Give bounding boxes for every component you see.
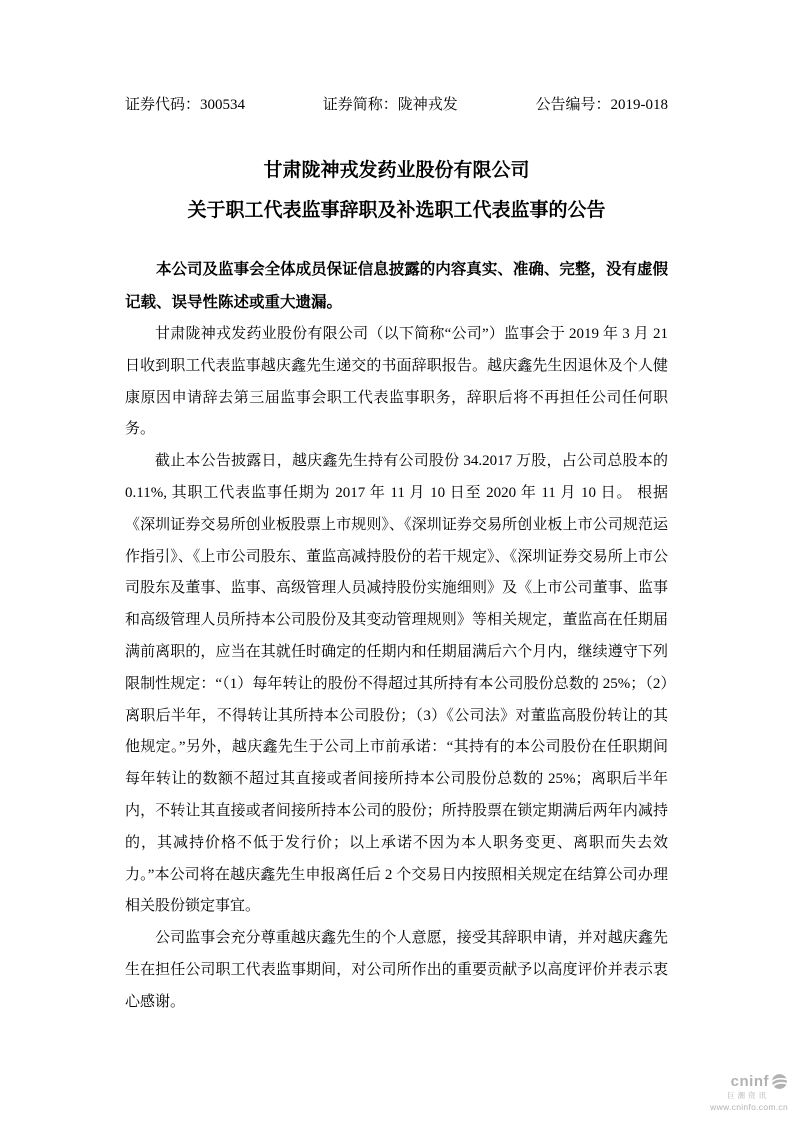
paragraph-board-appreciation: 公司监事会充分尊重越庆鑫先生的个人意愿，接受其辞职申请，并对越庆鑫先生在担任公司职工代表监事期间，对公司所作出的重要贡献予以高度评价并表示衷心感谢。 <box>125 930 668 1010</box>
cninfo-brand-text: cninf <box>730 1072 769 1090</box>
cninfo-website-url: www.cninfo.com.cn <box>710 1101 788 1112</box>
paragraph-resignation-notice: 甘肃陇神戎发药业股份有限公司（以下简称“公司”）监事会于 2019 年 3 月 21 日收到职工代表监事越庆鑫先生递交的书面辞职报告。越庆鑫先生因退休及个人健康原因申请辞去第三届监事会职工代表监事职务，辞职后将不再担任公司任何职务。 <box>125 326 668 438</box>
announcement-number: 公告编号：2019-018 <box>535 97 668 113</box>
cninfo-brand-row <box>710 1073 788 1090</box>
document-content <box>125 95 668 1019</box>
disclaimer-statement: 本公司及监事会全体成员保证信息披露的内容真实、准确、完整，没有虚假记载、误导性陈述或重大遗漏。 <box>125 261 668 311</box>
stock-short-name: 证券简称：陇神戎发 <box>322 97 458 113</box>
company-name-title: 甘肃陇神戎发药业股份有限公司 <box>263 160 530 181</box>
stock-code: 证券代码：300534 <box>125 97 246 113</box>
cninfo-swirl-icon <box>771 1073 788 1090</box>
announcement-subject-title: 关于职工代表监事辞职及补选职工代表监事的公告 <box>187 200 606 221</box>
document-title <box>125 151 668 231</box>
cninfo-chinese-name: 巨潮资讯 <box>727 1091 769 1101</box>
paragraph-shareholding-and-rules: 截止本公告披露日，越庆鑫先生持有公司股份 34.2017 万股，占公司总股本的 0.11%, 其职工代表监事任期为 2017 年 11 月 10 日至 2020 年 11 月 10 日。 根据《深圳证券交易所创业板股票上市规则》、《深圳证券交易所创业板上市公司规范运作指引》、《上市公司股东、董监高减持股份的若干规定》、《深圳证券交易所上市公司股东及董事、监事、高级管理人员减持股份实施细则》及《上市公司董事、监事和高级管理人员所持本公司股份及其变动管理规则》等相关规定，董监高在任期届满前离职的，应当在其就任时确定的任期内和任期届满后六个月内，继续遵守下列限制性规定：“（1）每年转让的股份不得超过其所持有本公司股份总数的 25%；（2）离职后半年，不得转让其所持本公司股份；（3）《公司法》对董监高股份转让的其他规定。”另外，越庆鑫先生于公司上市前承诺：“其持有的本公司股份在任职期间每年转让的数额不超过其直接或者间接所持本公司股份总数的 25%；离职后半年内，不转让其直接或者间接所持本公司的股份；所持股票在锁定期满后两年内减持的，其减持价格不低于发行价；以上承诺不因为本人职务变更、离职而失去效力。”本公司将在越庆鑫先生申报离任后 2 个交易日内按照相关规定在结算公司办理相关股份锁定事宜。 <box>125 453 668 915</box>
document-header <box>125 95 668 115</box>
cninfo-logo <box>710 1073 788 1112</box>
